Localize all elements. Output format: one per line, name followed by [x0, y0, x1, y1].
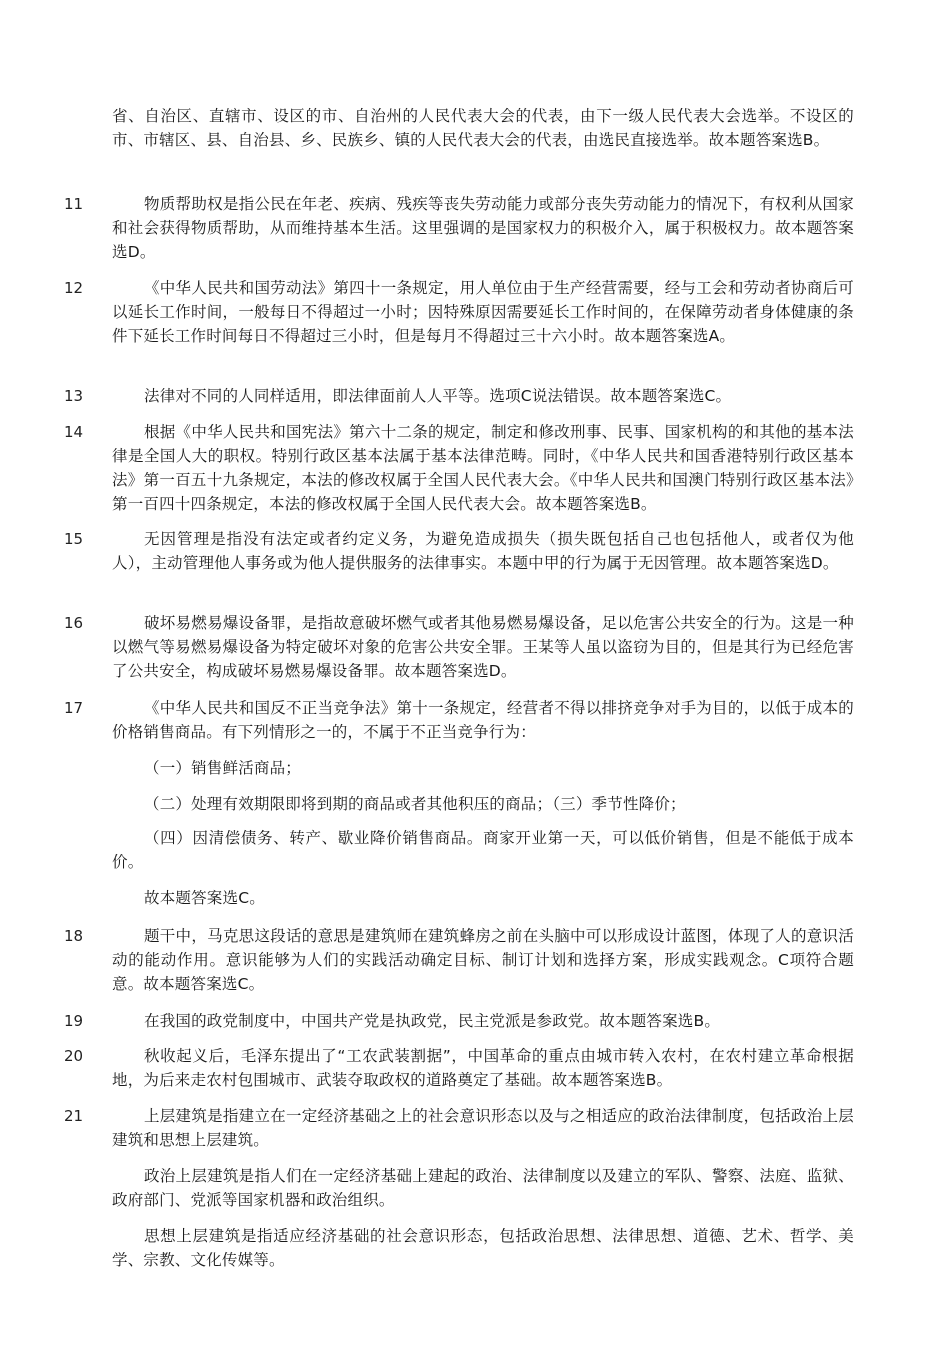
explanation-paragraph: （一）销售鲜活商品； — [144, 759, 302, 777]
item-number: 16 — [64, 614, 84, 632]
explanation-paragraph: 政治上层建筑是指人们在一定经济基础上建起的政治、法律制度以及建立的军队、警察、法庭、监狱、政府部门、党派等国家机器和政治组织。 — [112, 1167, 854, 1209]
item-number: 11 — [64, 195, 84, 213]
explanation-paragraph: （二）处理有效期限即将到期的商品或者其他积压的商品；（三）季节性降价； — [144, 795, 686, 813]
item-number: 15 — [64, 530, 84, 548]
explanation-paragraph: 秋收起义后，毛泽东提出了“工农武装割据”，中国革命的重点由城市转入农村，在农村建立革命根据地，为后来走农村包围城市、武装夺取政权的道路奠定了基础。故本题答案选B。 — [112, 1047, 854, 1089]
explanation-paragraph: 破坏易燃易爆设备罪，是指故意破坏燃气或者其他易燃易爆设备，足以危害公共安全的行为。这是一种以燃气等易燃易爆设备为特定破坏对象的危害公共安全罪。王某等人虽以盗窃为目的，但是其行为已经危害了公共安全，构成破坏易燃易爆设备罪。故本题答案选D。 — [112, 614, 854, 680]
explanation-paragraph: 在我国的政党制度中，中国共产党是执政党，民主党派是参政党。故本题答案选B。 — [144, 1012, 721, 1030]
explanation-paragraph: 《中华人民共和国劳动法》第四十一条规定，用人单位由于生产经营需要，经与工会和劳动者协商后可以延长工作时间，一般每日不得超过一小时；因特殊原因需要延长工作时间的，在保障劳动者身体健康的条件下延长工作时间每日不得超过三小时，但是每月不得超过三十六小时。故本题答案选A。 — [112, 279, 854, 345]
item-number: 18 — [64, 927, 84, 945]
item-number: 13 — [64, 387, 84, 405]
explanation-paragraph: 无因管理是指没有法定或者约定义务，为避免造成损失（损失既包括自己也包括他人，或者仅为他人），主动管理他人事务或为他人提供服务的法律事实。本题中甲的行为属于无因管理。故本题答案选D。 — [112, 530, 854, 572]
explanation-paragraph: 《中华人民共和国反不正当竞争法》第十一条规定，经营者不得以排挤竞争对手为目的，以低于成本的价格销售商品。有下列情形之一的，不属于不正当竞争行为： — [112, 699, 854, 741]
explanation-paragraph: 思想上层建筑是指适应经济基础的社会意识形态，包括政治思想、法律思想、道德、艺术、哲学、美学、宗教、文化传媒等。 — [112, 1227, 854, 1269]
explanation-paragraph: （四）因清偿债务、转产、歇业降价销售商品。商家开业第一天，可以低价销售，但是不能低于成本价。 — [112, 829, 854, 871]
explanation-paragraph: 物质帮助权是指公民在年老、疾病、残疾等丧失劳动能力或部分丧失劳动能力的情况下，有权利从国家和社会获得物质帮助，从而维持基本生活。这里强调的是国家权力的积极介入，属于积极权力。故本题答案选D。 — [112, 195, 854, 261]
explanation-paragraph: 上层建筑是指建立在一定经济基础之上的社会意识形态以及与之相适应的政治法律制度，包括政治上层建筑和思想上层建筑。 — [112, 1107, 854, 1149]
explanation-paragraph: 法律对不同的人同样适用，即法律面前人人平等。选项C说法错误。故本题答案选C。 — [144, 387, 732, 405]
item-number: 17 — [64, 699, 84, 717]
explanation-paragraph: 根据《中华人民共和国宪法》第六十二条的规定，制定和修改刑事、民事、国家机构的和其他的基本法律是全国人大的职权。特别行政区基本法属于基本法律范畴。同时，《中华人民共和国香港特别行政区基本法》第一百五十九条规定，本法的修改权属于全国人民代表大会。《中华人民共和国澳门特别行政区基本法》第一百四十四条规定，本法的修改权属于全国人民代表大会。故本题答案选B。 — [112, 423, 854, 513]
item-number: 21 — [64, 1107, 84, 1125]
item-number: 20 — [64, 1047, 84, 1065]
item-number: 14 — [64, 423, 84, 441]
item-number: 19 — [64, 1012, 84, 1030]
explanation-paragraph: 题干中，马克思这段话的意思是建筑师在建筑蜂房之前在头脑中可以形成设计蓝图，体现了人的意识活动的能动作用。意识能够为人们的实践活动确定目标、制订计划和选择方案，形成实践观念。C项符合题意。故本题答案选C。 — [112, 927, 854, 993]
continuation-paragraph: 省、自治区、直辖市、设区的市、自治州的人民代表大会的代表，由下一级人民代表大会选举。不设区的市、市辖区、县、自治县、乡、民族乡、镇的人民代表大会的代表，由选民直接选举。故本题答案选B。 — [112, 107, 854, 149]
explanation-paragraph: 故本题答案选C。 — [144, 889, 265, 907]
item-number: 12 — [64, 279, 84, 297]
